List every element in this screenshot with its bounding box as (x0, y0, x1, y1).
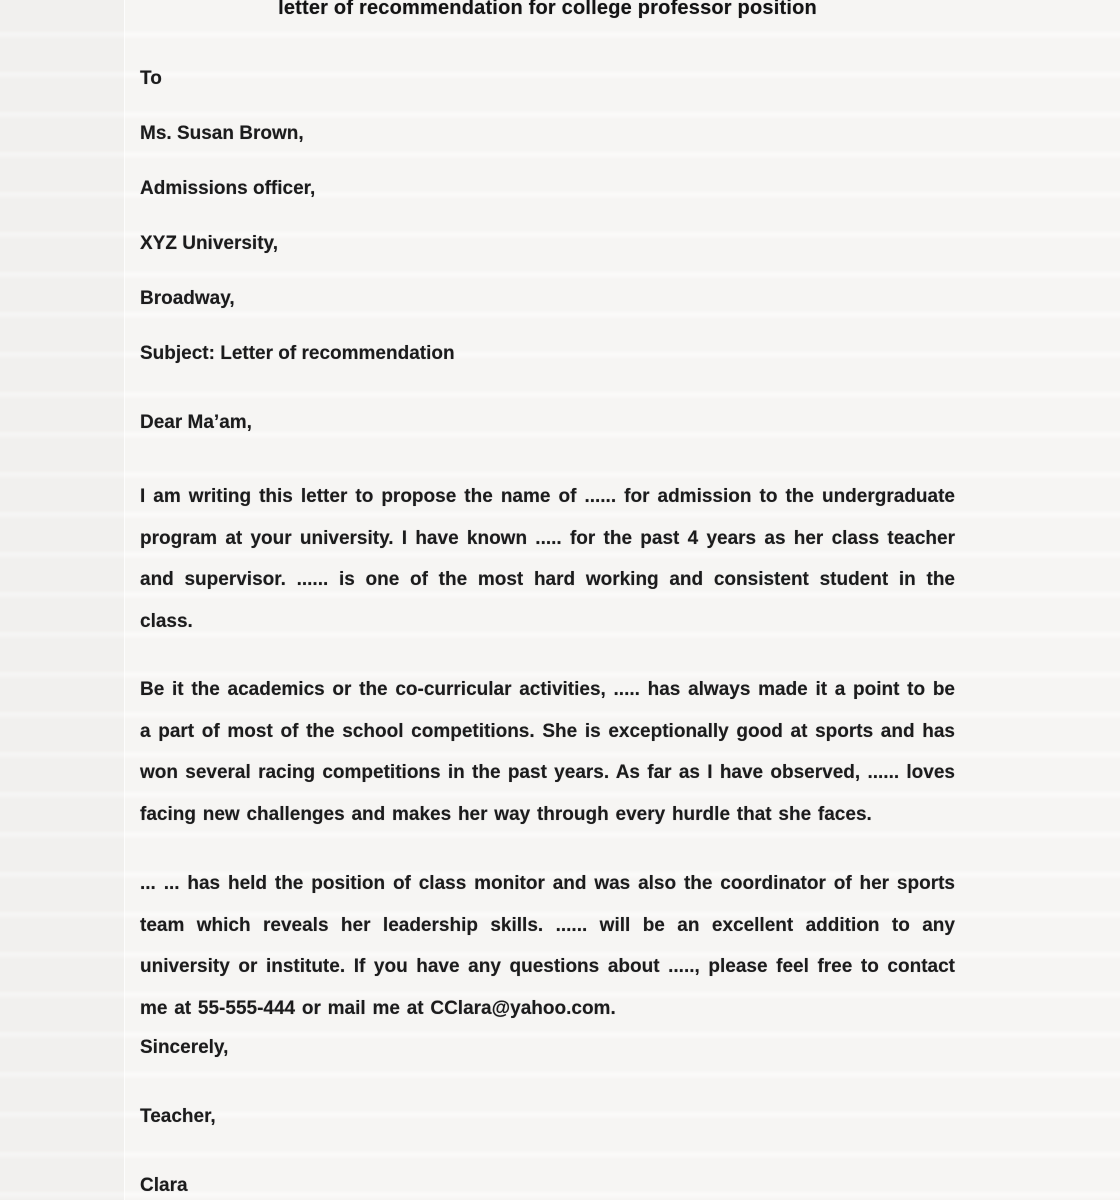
closing-role: Teacher, (140, 1106, 216, 1127)
closing-valediction: Sincerely, (140, 1037, 229, 1058)
body-paragraph-3: ... ... has held the position of class monitor and was also the coordinator of her sports team which reveals her leadership skills. ...... will be an excellent addition to any university or institute. If you have any questions about ....., please feel free to contact me at 55-555-444 or mail me at CClara@yahoo.com. (140, 873, 955, 1019)
closing-block (140, 1037, 955, 1196)
letter-title: letter of recommendation for college professor position (278, 0, 817, 19)
closing-signature-name: Clara (140, 1175, 188, 1196)
subject-line: Subject: Letter of recommendation (140, 343, 455, 364)
greeting-line: Dear Ma’am, (140, 412, 252, 433)
body-paragraph-1: I am writing this letter to propose the name of ...... for admission to the undergraduate program at your university. I have known ..... for the past 4 years as her class teacher and supervisor. ...... is one of the most hard working and consistent student in the class. (140, 486, 955, 632)
body-paragraph-2: Be it the academics or the co-curricular activities, ..... has always made it a point to be a part of most of the school competitions. She is exceptionally good at sports and has won several racing competitions in the past years. As far as I have observed, ...... loves facing new challenges and makes her way through every hurdle that she faces. (140, 679, 955, 825)
recipient-address: Broadway, (140, 288, 235, 309)
recipient-name: Ms. Susan Brown, (140, 123, 304, 144)
recipient-organization: XYZ University, (140, 233, 278, 254)
recipient-block (140, 68, 955, 364)
recipient-to-label: To (140, 68, 162, 89)
recipient-role: Admissions officer, (140, 178, 316, 199)
